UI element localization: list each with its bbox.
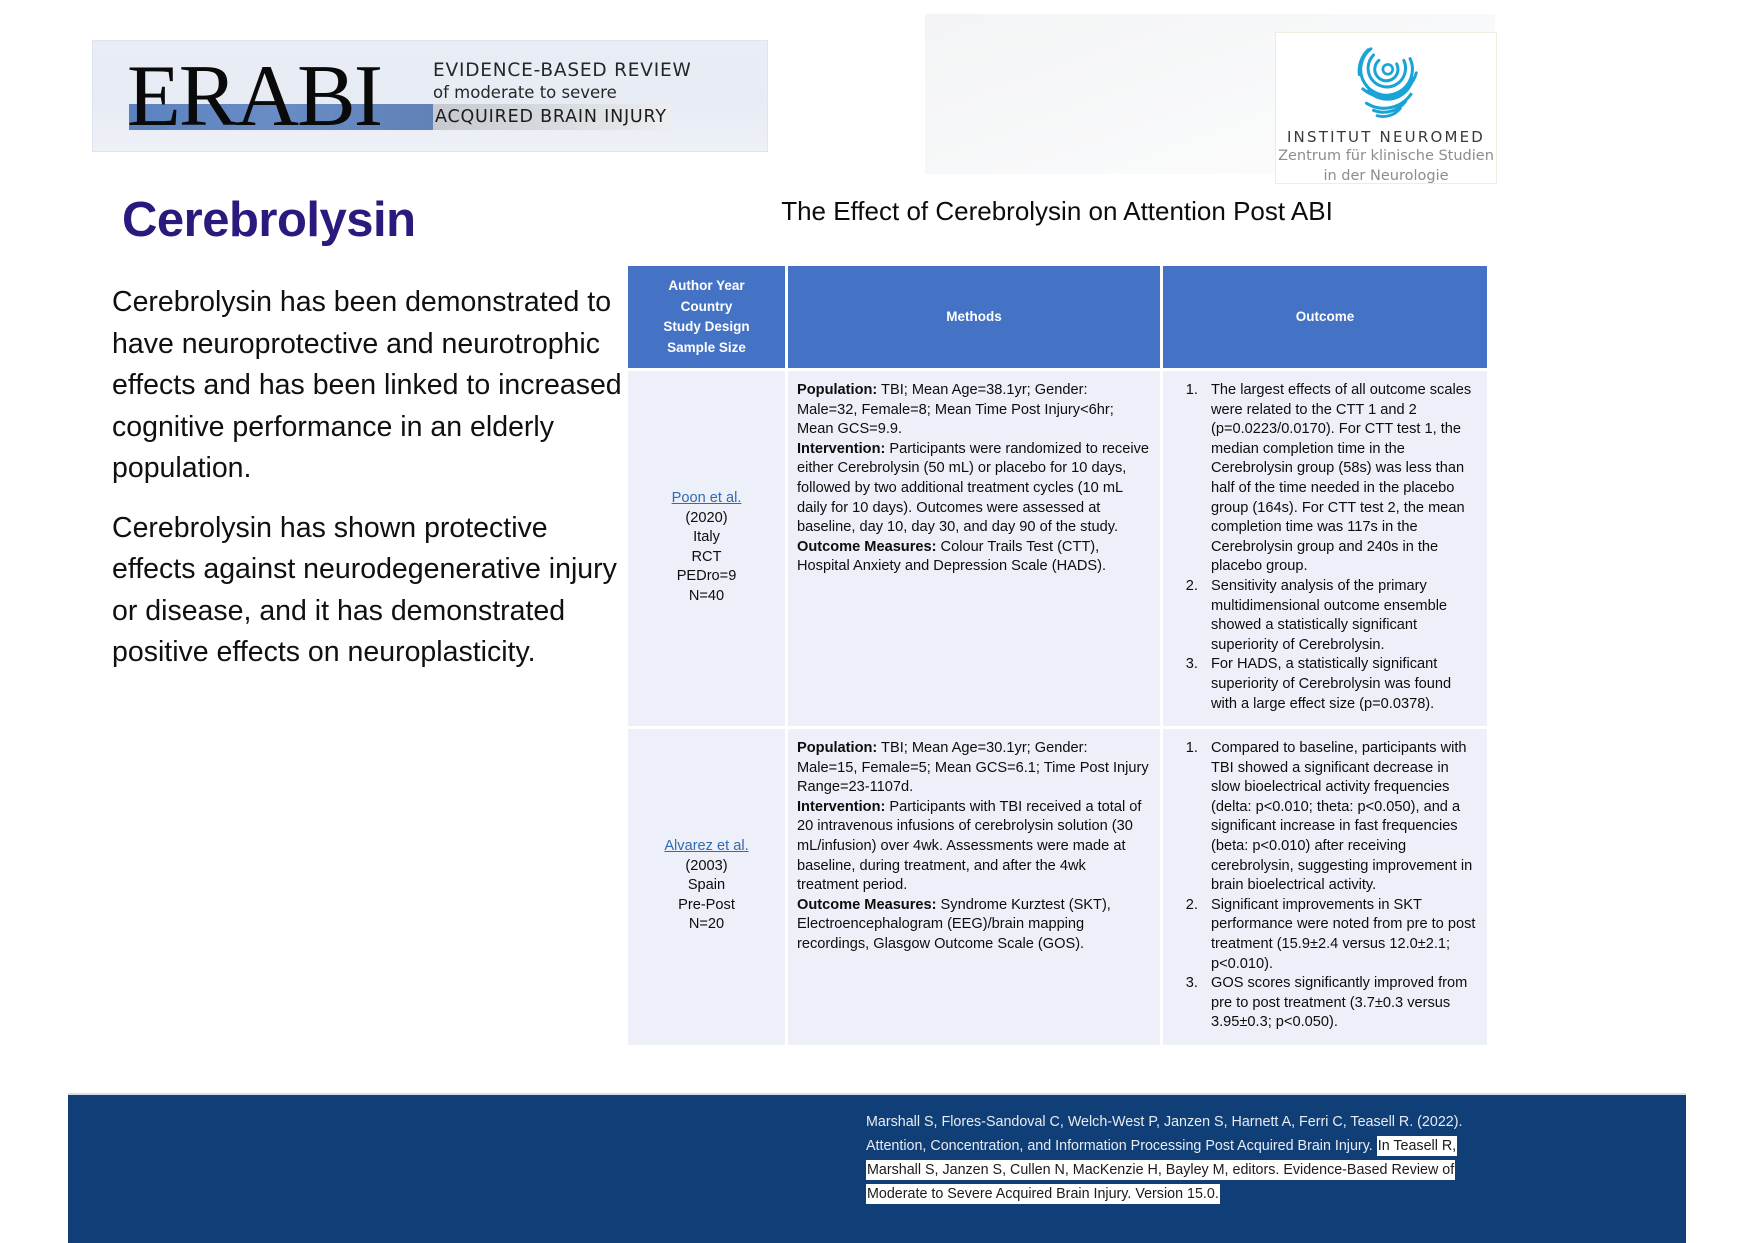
intro-paragraph-2: Cerebrolysin has shown protective effects against neurodegenerative injury or disease, and it has demonstrated positive effects on neuroplasticity. [112, 511, 617, 668]
header-study-line1: Author Year [668, 278, 745, 293]
methods-population-text: TBI; Mean Age=38.1yr; Gender: Male=32, Female=8; Mean Time Post Injury<6hr; Mean GCS=9.9. [797, 382, 1114, 438]
study-design: RCT [691, 548, 722, 565]
methods-outcome-measures-text: Syndrome Kurztest (SKT), Electroencephalogram (EEG)/brain mapping recordings, Glasgow Outcome Scale (GOS). [797, 896, 1111, 953]
methods-outcome-measures-text: Colour Trails Test (CTT), Hospital Anxiety and Depression Scale (HADS). [797, 538, 1107, 575]
study-pedro: PEDro=9 [676, 568, 737, 585]
neuromed-spiral-icon [1340, 39, 1432, 121]
header-outcome: Outcome [1163, 266, 1487, 368]
header-study-line4: Sample Size [667, 339, 746, 355]
study-cell [628, 729, 785, 1045]
footer-citation-plain: Marshall S, Flores-Sandoval C, Welch-West P, Janzen S, Harnett A, Ferri C, Teasell R. (2022). Attention, Concentration, and Information Processing Post Acquired Brain Injury. [866, 1114, 1463, 1154]
outcome-item: 1. The largest effects of all outcome scales were related to the CTT 1 and 2 (p=0.0223/0.0170). For CTT test 1, the median completion time in the Cerebrolysin group (58s) was less than half of the time needed in the placebo group (164s). For CTT test 2, the mean completion time was 117s in the Cerebrolysin group and 240s in the placebo group. [1202, 381, 1478, 577]
outcome-item: 3. GOS scores significantly improved from pre to post treatment (3.7±0.3 versus 3.95±0.3; p<0.050). [1202, 974, 1478, 1033]
methods-outcome-measures-label: Outcome Measures: [797, 538, 937, 555]
intro-paragraph-1: Cerebrolysin has been demonstrated to have neuroprotective and neurotrophic effects and has been linked to increased cognitive performance in an elderly population. [112, 286, 622, 484]
study-sample-size: N=40 [688, 587, 725, 604]
erabi-subtitle-line3: ACQUIRED BRAIN INJURY [433, 104, 671, 130]
table-row [628, 729, 1487, 1045]
outcome-list [1172, 381, 1478, 714]
outcome-item: 3. For HADS, a statistically significant superiority of Cerebrolysin was found with a large effect size (p=0.0378). [1202, 655, 1478, 714]
intro-text [112, 282, 624, 692]
erabi-subtitle-line2: of moderate to severe [433, 83, 617, 102]
erabi-subtitle-line1: EVIDENCE-BASED REVIEW [433, 60, 692, 81]
methods-outcome-measures-label: Outcome Measures: [797, 896, 937, 913]
page-title: Cerebrolysin [122, 193, 416, 247]
study-author-link[interactable]: Alvarez et al. [664, 838, 749, 855]
outcome-item: 2. Significant improvements in SKT performance were noted from pre to post treatment (15.9±2.4 versus 12.0±2.1; p<0.010). [1202, 896, 1478, 974]
table-heading: The Effect of Cerebrolysin on Attention Post ABI [781, 196, 1333, 226]
study-country: Italy [693, 529, 720, 546]
study-sample-size: N=20 [688, 916, 725, 933]
methods-intervention-label: Intervention: [797, 798, 886, 815]
methods-outcome-measures [797, 538, 1151, 577]
header-study-line2: Country [680, 298, 733, 314]
methods-population [797, 381, 1151, 440]
neuromed-name: INSTITUT NEUROMED [1286, 128, 1486, 146]
methods-outcome-measures [797, 896, 1151, 955]
header-study-line3: Study Design [663, 319, 750, 334]
methods-population-label: Population: [797, 382, 878, 398]
study-cell [628, 371, 785, 726]
erabi-logo [92, 40, 768, 152]
study-author-link[interactable]: Poon et al. [671, 490, 742, 507]
outcome-cell [1163, 729, 1487, 1045]
methods-population-text: TBI; Mean Age=30.1yr; Gender: Male=15, Female=5; Mean GCS=6.1; Time Post Injury Range=23-1107d. [797, 740, 1149, 796]
institut-neuromed-logo [1275, 32, 1497, 184]
methods-intervention-label: Intervention: [797, 440, 886, 457]
erabi-subtitle [433, 59, 763, 130]
neuromed-tagline-2: in der Neurologie [1323, 168, 1449, 184]
evidence-table [625, 263, 1490, 1048]
study-country: Spain [687, 877, 726, 894]
table-header-row [628, 266, 1487, 368]
outcome-item: 2. Sensitivity analysis of the primary multidimensional outcome ensemble showed a statistically significant superiority of Cerebrolysin. [1202, 577, 1478, 655]
footer-citation [866, 1110, 1488, 1206]
study-year: (2020) [685, 509, 728, 526]
header-methods: Methods [788, 266, 1160, 368]
outcome-list [1172, 739, 1478, 1033]
outcome-item: 1. Compared to baseline, participants with TBI showed a significant decrease in slow bioelectrical activity frequencies (delta: p<0.010; theta: p<0.050), and a significant increase in fast frequencies (beta: p<0.010) after receiving cerebrolysin, suggesting improvement in brain bioelectrical activity. [1202, 739, 1478, 896]
methods-cell [788, 729, 1160, 1045]
methods-population-label: Population: [797, 740, 878, 757]
outcome-cell [1163, 371, 1487, 726]
footer-citation-highlighted: In Teasell R, Marshall S, Janzen S, Cullen N, MacKenzie H, Bayley M, editors. Evidence-Based Review of Moderate to Severe Acquired Brain Injury. Version 15.0. [867, 1138, 1457, 1202]
methods-intervention-text: Participants with TBI received a total of 20 intravenous infusions of cerebrolysin solution (30 mL/infusion) over 4wk. Assessments were made at baseline, during treatment, and after the 4wk treatment period. [797, 798, 1142, 894]
table-row [628, 371, 1487, 726]
study-design: Pre-Post [678, 896, 735, 913]
neuromed-tagline-1: Zentrum für klinische Studien [1278, 148, 1494, 164]
methods-intervention [797, 798, 1151, 896]
methods-intervention [797, 440, 1151, 538]
methods-population [797, 739, 1151, 798]
methods-cell [788, 371, 1160, 726]
erabi-wordmark: ERABI [127, 48, 381, 145]
methods-intervention-text: Participants were randomized to receive either Cerebrolysin (50 mL) or placebo for 10 days, followed by two additional treatment cycles (10 mL daily for 10 days). Outcomes were assessed at baseline, day 10, day 30, and day 90 of the study. [797, 440, 1149, 536]
study-year: (2003) [685, 857, 728, 874]
header-study [628, 266, 785, 368]
